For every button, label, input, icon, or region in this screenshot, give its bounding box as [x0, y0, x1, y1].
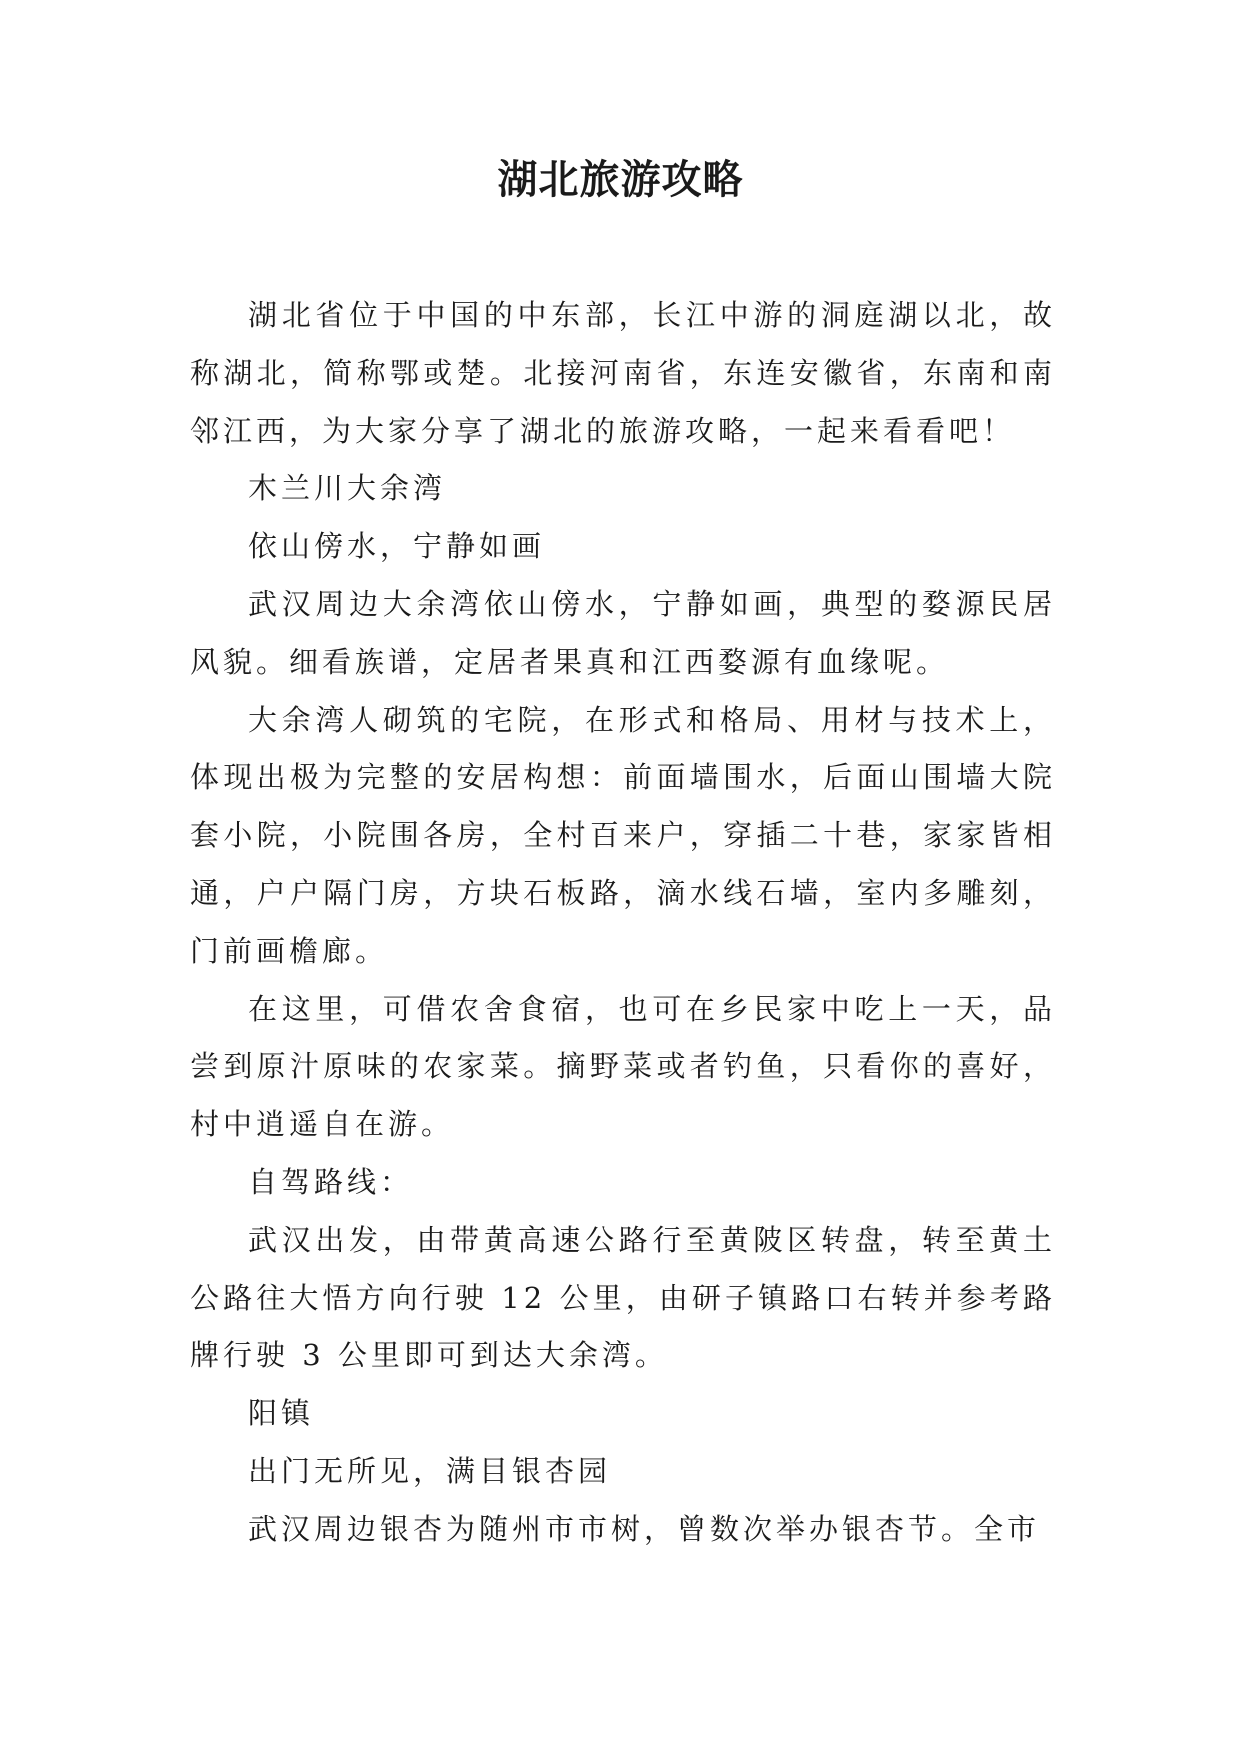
- paragraph-self-drive-heading: 自驾路线：: [248, 1164, 414, 1199]
- paragraph-ginkgo-description: 武汉周边银杏为随州市市树，曾数次举办银杏节。全市: [248, 1511, 1041, 1546]
- paragraph-subheading-ginkgo: 出门无所见，满目银杏园: [248, 1453, 612, 1488]
- paragraph-dayuwan-lodging: 在这里，可借农舍食宿，也可在乡民家中吃上一天，品尝到原汁原味的农家菜。摘野菜或者钓鱼，只看你的喜好，村中逍遥自在游。: [190, 991, 1056, 1142]
- paragraph-intro: 湖北省位于中国的中东部，长江中游的洞庭湖以北，故称湖北，简称鄂或楚。北接河南省，东连安徽省，东南和南邻江西，为大家分享了湖北的旅游攻略，一起来看看吧！: [190, 298, 1056, 448]
- paragraph-heading-mulanchuan: 木兰川大余湾: [248, 471, 447, 506]
- paragraph-dayuwan-architecture: 大余湾人砌筑的宅院，在形式和格局、用材与技术上，体现出极为完整的安居构想：前面墙围水，后面山围墙大院套小院，小院围各房，全村百来户，穿插二十巷，家家皆相通，户户隔门房，方块石板路，滴水线石墙，室内多雕刻，门前画檐廊。: [190, 702, 1056, 968]
- paragraph-subheading-scenery: 依山傍水，宁静如画: [248, 529, 546, 564]
- paragraph-self-drive-route: 武汉出发，由带黄高速公路行至黄陂区转盘，转至黄土公路往大悟方向行驶 12 公里，由研子镇路口右转并参考路牌行驶 3 公里即可到达大余湾。: [190, 1222, 1056, 1373]
- document-body: [190, 287, 1056, 1559]
- paragraph-dayuwan-description: 武汉周边大余湾依山傍水，宁静如画，典型的婺源民居风貌。细看族谱，定居者果真和江西婺源有血缘呢。: [190, 586, 1056, 679]
- document-title: 湖北旅游攻略: [497, 157, 744, 203]
- paragraph-heading-yangzhen: 阳镇: [248, 1396, 315, 1431]
